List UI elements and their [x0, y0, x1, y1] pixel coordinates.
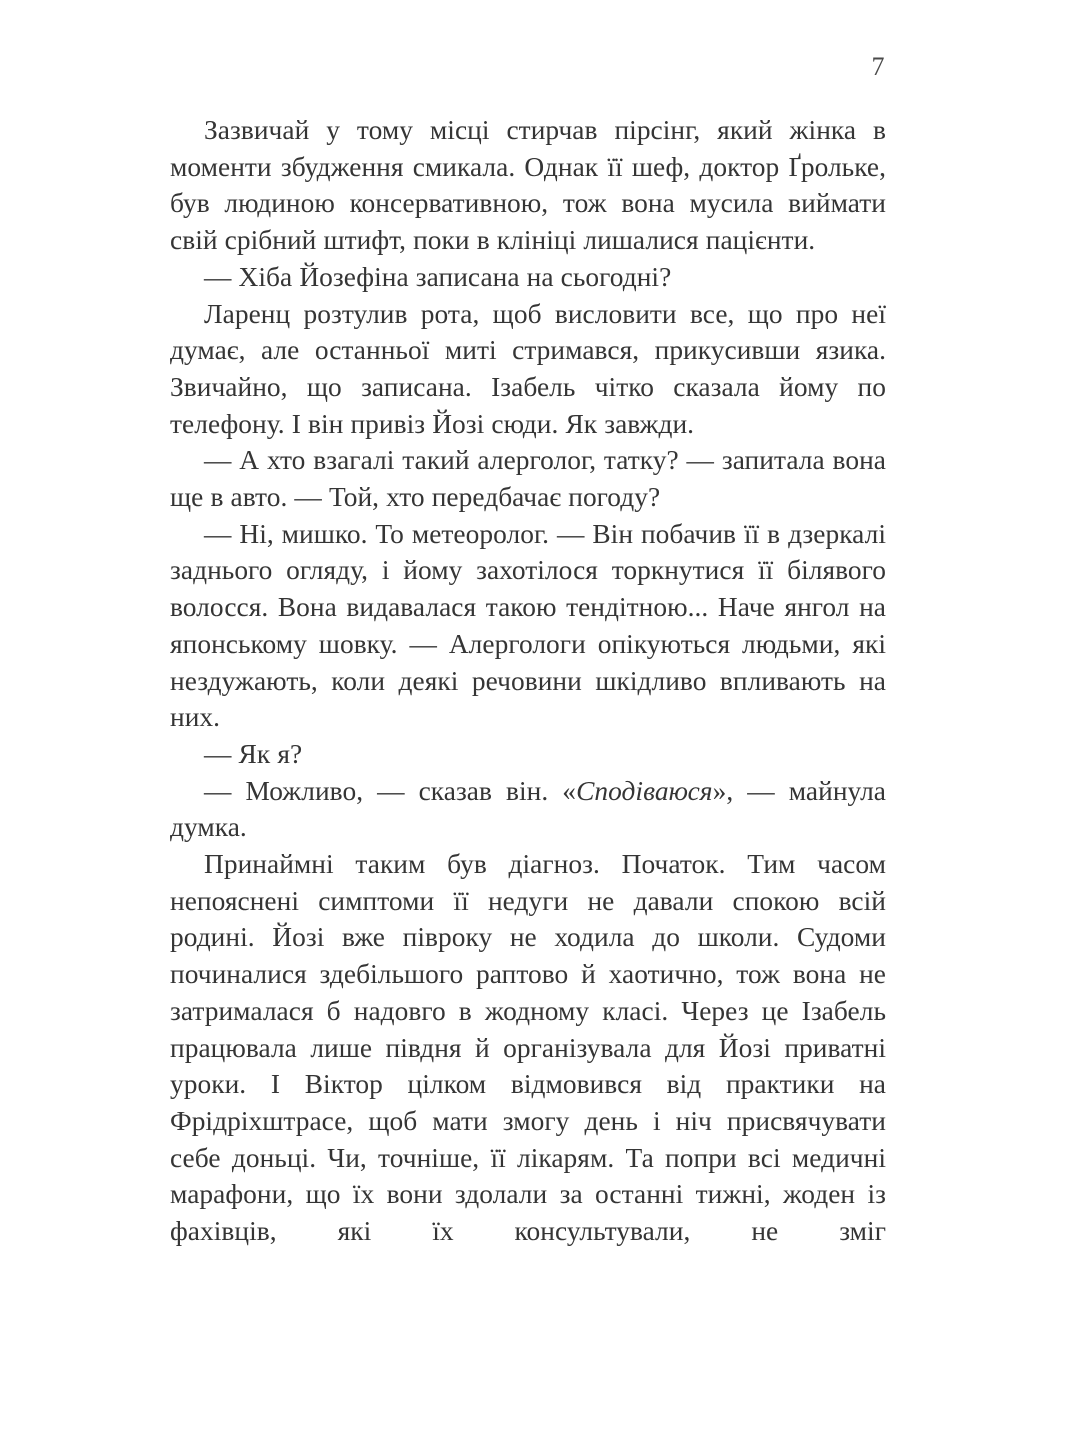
dialogue-text-tail: », — майнула думка.: [170, 775, 887, 843]
paragraph-dialogue: — Ні, мишко. То метеоролог. — Він побачив її в дзеркалі заднього огляду, і йому захотілося торкнутися її білявого волосся. Вона видавалася такою тендітною... Наче янгол на японському шовку. — Алергологи опікуються людьми, які нездужають, коли деякі речовини шкідливо впливають на них.: [170, 518, 886, 733]
paragraph: Ларенц розтулив рота, щоб висловити все, що про неї думає, але останньої миті стримався, прикусивши язика. Звичайно, що записана. Ізабель чітко сказала йому по телефону. І він привіз Йозі сюди. Як завжди.: [170, 298, 886, 439]
emphasis-inner-thought: Сподіваюся: [576, 775, 713, 806]
paragraph: Принаймні таким був діагноз. Початок. Тим часом непояснені симптоми її недуги не давали спокою всій родині. Йозі вже півроку не ходила до школи. Судоми починалися здебільшого раптово й хаотично, тож вона не затрималася б надовго в жодному класі. Через це Ізабель працювала лише півдня й організувала для Йозі приватні уроки. І Віктор цілком відмовився від практики на Фрідріхштрасе, щоб мати змогу день і ніч присвячувати себе доньці. Чи, точніше, її лікарям. Та попри всі медичні марафони, що їх вони здолали за останні тижні, жоден із фахівців, які їх консультували, не зміг: [170, 849, 886, 1247]
paragraph-dialogue: — А хто взагалі такий алерголог, татку? — запитала вона ще в авто. — Той, хто передбачає погоду?: [170, 445, 886, 513]
folio-area: [170, 52, 885, 96]
paragraph: Зазвичай у тому місці стирчав пірсінг, який жінка в моменти збудження смикала. Однак її шеф, доктор Ґрольке, був людиною консервативною, тож вона мусила виймати свій срібний штифт, поки в клініці лишалися пацієнти.: [170, 115, 886, 256]
dialogue-text-lead: — Можливо, — сказав він. «: [204, 775, 577, 806]
paragraph-dialogue: — Як я?: [204, 738, 303, 769]
paragraph-dialogue-italic: [170, 773, 886, 846]
body-text-block: [170, 112, 886, 1250]
paragraph-dialogue: — Хіба Йозефіна записана на сьогодні?: [204, 261, 672, 292]
page-number: 7: [871, 52, 885, 81]
